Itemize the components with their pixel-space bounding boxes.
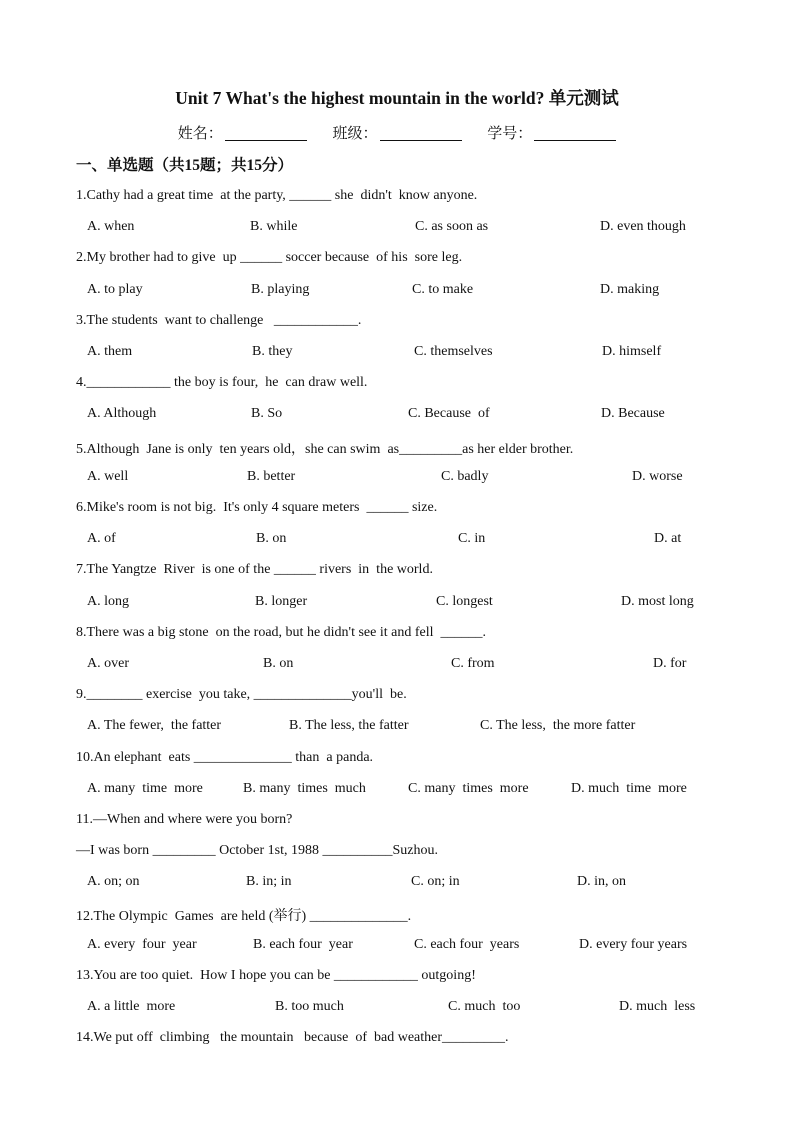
- option[interactable]: D. most long: [621, 594, 694, 609]
- option[interactable]: C. much too: [448, 999, 521, 1014]
- question-stem: 11.—When and where were you born?: [76, 812, 293, 827]
- page-title: Unit 7 What's the highest mountain in the world? 单元测试: [175, 88, 619, 108]
- option[interactable]: C. as soon as: [415, 219, 489, 234]
- question-stem: 10.An elephant eats ______________ than a panda.: [76, 750, 374, 765]
- option[interactable]: A. a little more: [87, 999, 176, 1014]
- option[interactable]: C. Because of: [408, 406, 490, 421]
- option[interactable]: B. The less, the fatter: [289, 718, 409, 733]
- id-field[interactable]: [487, 122, 616, 143]
- option[interactable]: B. while: [250, 219, 298, 234]
- option[interactable]: C. to make: [412, 282, 474, 297]
- option[interactable]: B. each four year: [253, 937, 353, 952]
- option[interactable]: D. himself: [602, 344, 662, 359]
- option[interactable]: B. on: [256, 531, 287, 546]
- option[interactable]: A. Although: [87, 406, 157, 421]
- option[interactable]: B. playing: [251, 282, 310, 297]
- option[interactable]: C. on; in: [411, 874, 460, 889]
- name-field[interactable]: [178, 122, 307, 143]
- option[interactable]: A. over: [87, 656, 129, 671]
- option[interactable]: D. at: [654, 531, 682, 546]
- option[interactable]: D. making: [600, 282, 660, 297]
- option[interactable]: D. for: [653, 656, 687, 671]
- student-info-row: [0, 122, 794, 143]
- option[interactable]: B. too much: [275, 999, 344, 1014]
- option[interactable]: D. in, on: [577, 874, 626, 889]
- question-stem: 5.Although Jane is only ten years old，she can swim as_________as her elder brother.: [76, 442, 574, 457]
- section-heading: 一、单选题（共15题；共15分）: [76, 157, 294, 174]
- question-stem-line-2: —I was born _________ October 1st, 1988 __________Suzhou.: [76, 843, 439, 858]
- question-stem: 6.Mike's room is not big. It's only 4 square meters ______ size.: [76, 500, 438, 515]
- option[interactable]: B. So: [251, 406, 283, 421]
- option[interactable]: C. each four years: [414, 937, 520, 952]
- option[interactable]: D. Because: [601, 406, 665, 421]
- option[interactable]: A. them: [87, 344, 133, 359]
- option[interactable]: A. to play: [87, 282, 143, 297]
- option[interactable]: D. much less: [619, 999, 696, 1014]
- option[interactable]: C. themselves: [414, 344, 493, 359]
- id-label: 学号：: [487, 126, 533, 142]
- option[interactable]: B. many times much: [243, 781, 366, 796]
- question-stem: 4.____________ the boy is four, he can draw well.: [76, 375, 368, 390]
- option[interactable]: B. they: [252, 344, 293, 359]
- name-label: 姓名：: [177, 126, 223, 142]
- option[interactable]: B. in; in: [246, 874, 292, 889]
- question-stem: 12.The Olympic Games are held (举行) ______________.: [76, 909, 412, 924]
- option[interactable]: B. longer: [255, 594, 308, 609]
- question-stem: 14.We put off climbing the mountain because of bad weather_________.: [76, 1030, 509, 1045]
- question-stem: 8.There was a big stone on the road, but he didn't see it and fell ______.: [76, 625, 486, 640]
- option[interactable]: C. from: [451, 656, 495, 671]
- option[interactable]: C. many times more: [408, 781, 529, 796]
- option[interactable]: A. when: [87, 219, 135, 234]
- option[interactable]: A. The fewer, the fatter: [87, 718, 222, 733]
- class-field[interactable]: [332, 122, 461, 143]
- option[interactable]: A. many time more: [87, 781, 203, 796]
- option[interactable]: C. The less, the more fatter: [480, 718, 636, 733]
- option[interactable]: C. longest: [436, 594, 493, 609]
- option[interactable]: D. worse: [632, 469, 683, 484]
- option[interactable]: B. on: [263, 656, 294, 671]
- question-stem: 1.Cathy had a great time at the party, ______ she didn't know anyone.: [76, 188, 478, 203]
- option[interactable]: C. in: [458, 531, 486, 546]
- id-blank[interactable]: [534, 126, 616, 141]
- option[interactable]: D. even though: [600, 219, 686, 234]
- option[interactable]: A. on; on: [87, 874, 140, 889]
- option[interactable]: D. much time more: [571, 781, 687, 796]
- option[interactable]: C. badly: [441, 469, 489, 484]
- question-stem: 9.________ exercise you take, ______________you'll be.: [76, 687, 407, 702]
- option[interactable]: A. long: [87, 594, 129, 609]
- option[interactable]: A. of: [87, 531, 116, 546]
- option[interactable]: D. every four years: [579, 937, 688, 952]
- question-stem: 7.The Yangtze River is one of the ______ rivers in the world.: [76, 562, 433, 577]
- option[interactable]: A. every four year: [87, 937, 197, 952]
- option[interactable]: A. well: [87, 469, 129, 484]
- name-blank[interactable]: [225, 126, 307, 141]
- class-blank[interactable]: [380, 126, 462, 141]
- question-stem: 3.The students want to challenge ____________.: [76, 313, 362, 328]
- question-stem: 2.My brother had to give up ______ soccer because of his sore leg.: [76, 250, 463, 265]
- class-label: 班级：: [332, 126, 378, 142]
- option[interactable]: B. better: [247, 469, 296, 484]
- question-stem: 13.You are too quiet. How I hope you can be ____________ outgoing!: [76, 968, 476, 983]
